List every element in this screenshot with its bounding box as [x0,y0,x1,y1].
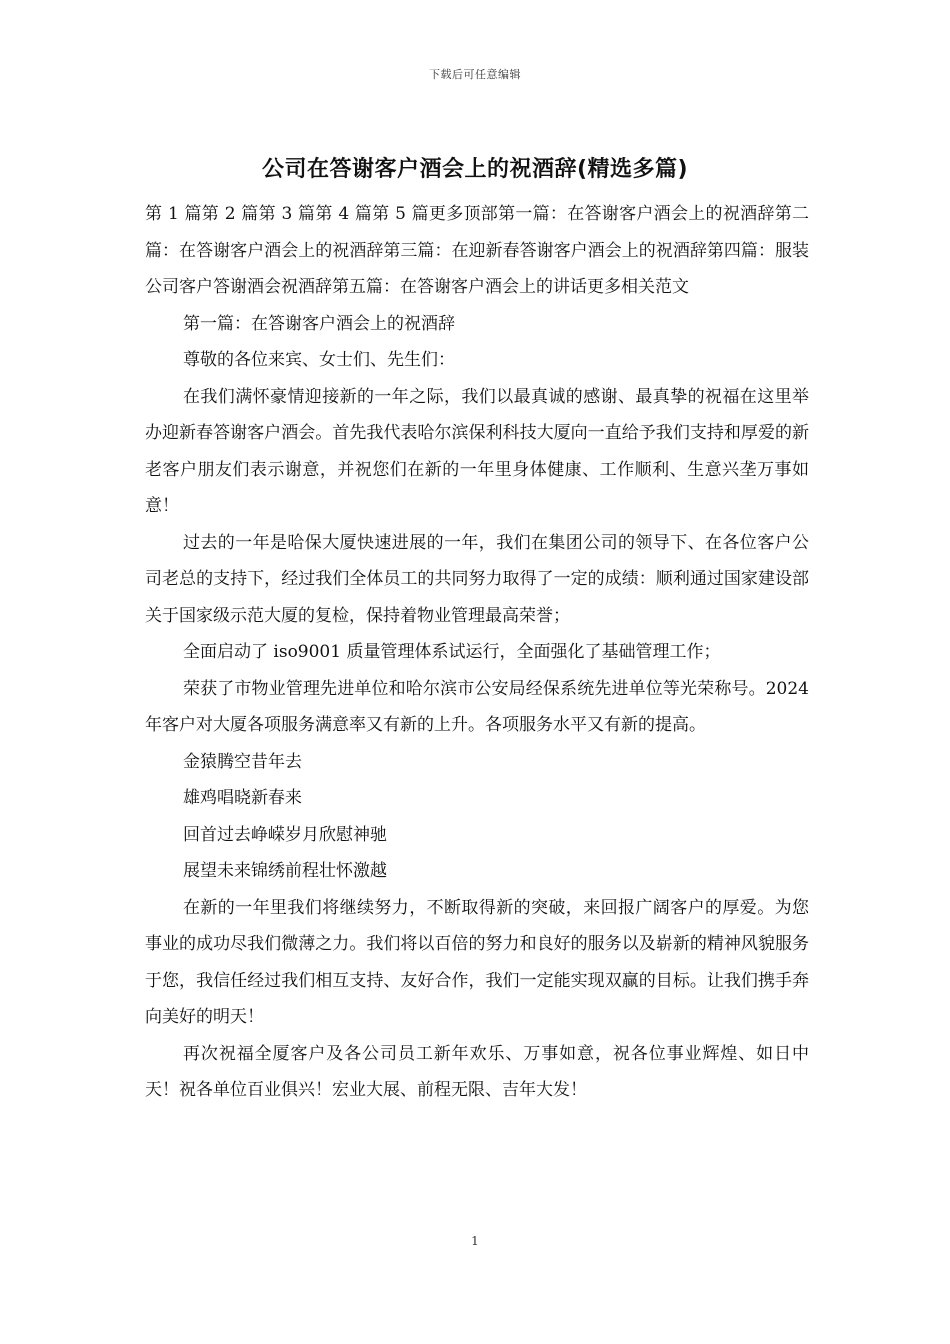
closing-paragraph: 再次祝福全厦客户及各公司员工新年欢乐、万事如意，祝各位事业辉煌、如日中天！祝各单位百业俱兴！宏业大展、前程无限、吉年大发！ [145,1043,809,1100]
page-header: 下载后可任意编辑 [429,68,521,81]
body-paragraph: 全面启动了 iso9001 质量管理体系试运行，全面强化了基础管理工作； [183,642,721,662]
body-paragraph: 过去的一年是哈保大厦快速进展的一年，我们在集团公司的领导下、在各位客户公司老总的支持下，经过我们全体员工的共同努力取得了一定的成绩：顺利通过国家建设部关于国家级示范大厦的复检，保持着物业管理最高荣誉； [145,532,809,626]
section-heading: 第一篇：在答谢客户酒会上的祝酒辞 [183,313,455,334]
verse-line: 回首过去峥嵘岁月欣慰神驰 [183,824,387,845]
document-body [145,196,809,1109]
page-number: 1 [471,1234,479,1248]
body-paragraph: 荣获了市物业管理先进单位和哈尔滨市公安局经保系统先进单位等光荣称号。2024 年客户对大厦各项服务满意率又有新的上升。各项服务水平又有新的提高。 [145,678,809,735]
salutation: 尊敬的各位来宾、女士们、先生们： [183,350,455,370]
body-paragraph: 在新的一年里我们将继续努力，不断取得新的突破，来回报广阔客户的厚爱。为您事业的成功尽我们微薄之力。我们将以百倍的努力和良好的服务以及崭新的精神风貌服务于您，我信任经过我们相互支持、友好合作，我们一定能实现双赢的目标。让我们携手奔向美好的明天！ [145,897,809,1027]
table-of-contents: 第 1 篇第 2 篇第 3 篇第 4 篇第 5 篇更多顶部第一篇：在答谢客户酒会上的祝酒辞第二篇：在答谢客户酒会上的祝酒辞第三篇：在迎新春答谢客户酒会上的祝酒辞第四篇：服装公司客户答谢酒会祝酒辞第五篇：在答谢客户酒会上的讲话更多相关范文 [145,204,809,297]
body-paragraph: 在我们满怀豪情迎接新的一年之际，我们以最真诚的感谢、最真挚的祝福在这里举办迎新春答谢客户酒会。首先我代表哈尔滨保利科技大厦向一直给予我们支持和厚爱的新老客户朋友们表示谢意，并祝您们在新的一年里身体健康、工作顺利、生意兴垄万事如意！ [145,386,809,516]
verse-line: 展望未来锦绣前程壮怀激越 [183,861,387,881]
verse-line: 雄鸡唱晓新春来 [183,788,302,808]
document-title: 公司在答谢客户酒会上的祝酒辞(精选多篇) [261,157,689,182]
verse-line: 金猿腾空昔年去 [183,751,302,772]
